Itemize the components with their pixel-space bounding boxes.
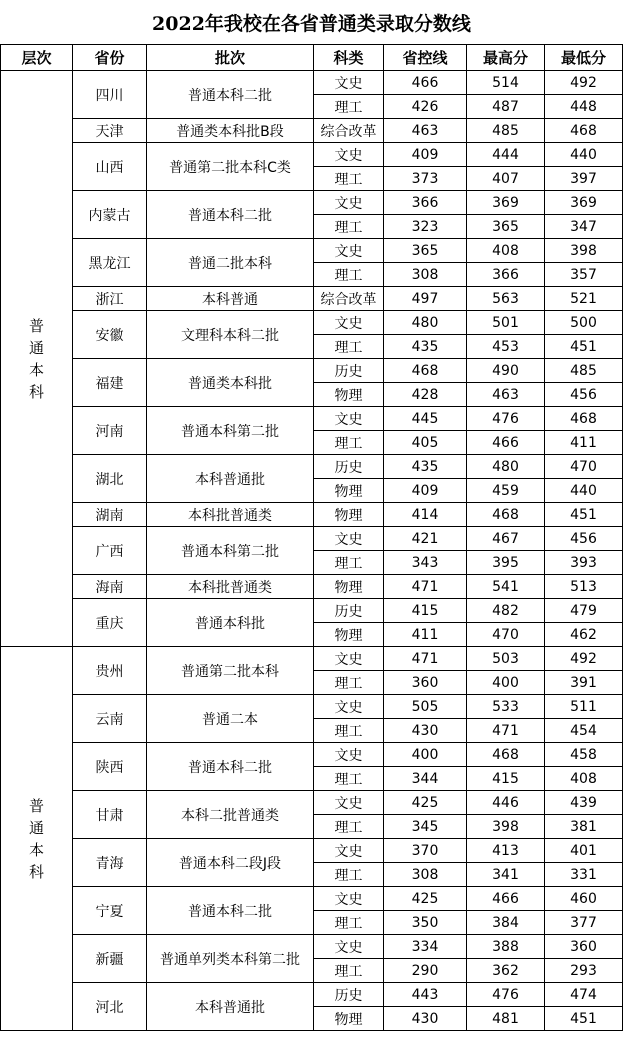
control-line-cell: 334 [384, 935, 467, 959]
control-line-cell: 480 [384, 311, 467, 335]
province-cell: 甘肃 [73, 791, 147, 839]
table-row [1, 983, 623, 1007]
batch-cell: 普通类本科批 [147, 359, 314, 407]
province-cell: 安徽 [73, 311, 147, 359]
min-score-cell: 479 [545, 599, 623, 623]
min-score-cell: 401 [545, 839, 623, 863]
control-line-cell: 425 [384, 791, 467, 815]
table-row [1, 119, 623, 143]
table-row [1, 887, 623, 911]
subject-cell: 理工 [314, 167, 384, 191]
control-line-cell: 343 [384, 551, 467, 575]
table-row [1, 287, 623, 311]
batch-cell: 本科普通批 [147, 983, 314, 1031]
max-score-cell: 471 [467, 719, 545, 743]
control-line-cell: 471 [384, 575, 467, 599]
control-line-cell: 365 [384, 239, 467, 263]
max-score-cell: 501 [467, 311, 545, 335]
subject-cell: 理工 [314, 911, 384, 935]
subject-cell: 历史 [314, 983, 384, 1007]
level-label: 普通本科 [29, 796, 45, 881]
subject-cell: 物理 [314, 479, 384, 503]
min-score-cell: 448 [545, 95, 623, 119]
min-score-cell: 398 [545, 239, 623, 263]
province-cell: 内蒙古 [73, 191, 147, 239]
control-line-cell: 430 [384, 1007, 467, 1031]
control-line-cell: 443 [384, 983, 467, 1007]
min-score-cell: 408 [545, 767, 623, 791]
table-row [1, 359, 623, 383]
subject-cell: 物理 [314, 383, 384, 407]
max-score-cell: 453 [467, 335, 545, 359]
level-label: 普通本科 [29, 316, 45, 401]
control-line-cell: 430 [384, 719, 467, 743]
min-score-cell: 377 [545, 911, 623, 935]
subject-cell: 理工 [314, 815, 384, 839]
min-score-cell: 451 [545, 1007, 623, 1031]
subject-cell: 文史 [314, 527, 384, 551]
control-line-cell: 409 [384, 479, 467, 503]
batch-cell: 普通二本 [147, 695, 314, 743]
table-row [1, 575, 623, 599]
batch-cell: 普通本科第二批 [147, 407, 314, 455]
control-line-cell: 421 [384, 527, 467, 551]
max-score-cell: 369 [467, 191, 545, 215]
min-score-cell: 492 [545, 647, 623, 671]
control-line-cell: 426 [384, 95, 467, 119]
min-score-cell: 456 [545, 527, 623, 551]
max-score-cell: 468 [467, 743, 545, 767]
max-score-cell: 470 [467, 623, 545, 647]
min-score-cell: 360 [545, 935, 623, 959]
max-score-cell: 533 [467, 695, 545, 719]
control-line-cell: 505 [384, 695, 467, 719]
header-max-score: 最高分 [467, 45, 545, 71]
subject-cell: 文史 [314, 839, 384, 863]
min-score-cell: 468 [545, 119, 623, 143]
subject-cell: 理工 [314, 863, 384, 887]
control-line-cell: 323 [384, 215, 467, 239]
control-line-cell: 350 [384, 911, 467, 935]
batch-cell: 本科普通 [147, 287, 314, 311]
table-row [1, 791, 623, 815]
max-score-cell: 398 [467, 815, 545, 839]
subject-cell: 文史 [314, 647, 384, 671]
max-score-cell: 413 [467, 839, 545, 863]
min-score-cell: 293 [545, 959, 623, 983]
min-score-cell: 331 [545, 863, 623, 887]
subject-cell: 文史 [314, 407, 384, 431]
subject-cell: 物理 [314, 623, 384, 647]
table-row [1, 599, 623, 623]
batch-cell: 本科二批普通类 [147, 791, 314, 839]
max-score-cell: 487 [467, 95, 545, 119]
min-score-cell: 458 [545, 743, 623, 767]
batch-cell: 普通类本科批B段 [147, 119, 314, 143]
control-line-cell: 360 [384, 671, 467, 695]
max-score-cell: 408 [467, 239, 545, 263]
control-line-cell: 435 [384, 335, 467, 359]
min-score-cell: 470 [545, 455, 623, 479]
header-row [1, 45, 623, 71]
table-row [1, 143, 623, 167]
subject-cell: 理工 [314, 215, 384, 239]
province-cell: 河南 [73, 407, 147, 455]
batch-cell: 普通本科二批 [147, 887, 314, 935]
province-cell: 山西 [73, 143, 147, 191]
max-score-cell: 362 [467, 959, 545, 983]
max-score-cell: 446 [467, 791, 545, 815]
max-score-cell: 466 [467, 887, 545, 911]
admission-score-table [0, 44, 623, 1031]
table-row [1, 311, 623, 335]
control-line-cell: 466 [384, 71, 467, 95]
subject-cell: 文史 [314, 311, 384, 335]
max-score-cell: 481 [467, 1007, 545, 1031]
subject-cell: 文史 [314, 191, 384, 215]
control-line-cell: 414 [384, 503, 467, 527]
subject-cell: 综合改革 [314, 119, 384, 143]
min-score-cell: 468 [545, 407, 623, 431]
subject-cell: 物理 [314, 1007, 384, 1031]
province-cell: 湖南 [73, 503, 147, 527]
control-line-cell: 370 [384, 839, 467, 863]
min-score-cell: 513 [545, 575, 623, 599]
batch-cell: 普通本科批 [147, 599, 314, 647]
header-province: 省份 [73, 45, 147, 71]
subject-cell: 理工 [314, 551, 384, 575]
table-title: 2022年我校在各省普通类录取分数线 [0, 0, 623, 45]
province-cell: 海南 [73, 575, 147, 599]
min-score-cell: 440 [545, 479, 623, 503]
max-score-cell: 415 [467, 767, 545, 791]
max-score-cell: 407 [467, 167, 545, 191]
control-line-cell: 290 [384, 959, 467, 983]
batch-cell: 普通第二批本科C类 [147, 143, 314, 191]
control-line-cell: 400 [384, 743, 467, 767]
table-row [1, 743, 623, 767]
max-score-cell: 485 [467, 119, 545, 143]
subject-cell: 文史 [314, 743, 384, 767]
batch-cell: 普通第二批本科 [147, 647, 314, 695]
min-score-cell: 391 [545, 671, 623, 695]
subject-cell: 文史 [314, 143, 384, 167]
subject-cell: 文史 [314, 935, 384, 959]
control-line-cell: 373 [384, 167, 467, 191]
min-score-cell: 500 [545, 311, 623, 335]
table-row [1, 191, 623, 215]
level-cell [1, 647, 73, 1031]
subject-cell: 文史 [314, 695, 384, 719]
max-score-cell: 503 [467, 647, 545, 671]
province-cell: 四川 [73, 71, 147, 119]
max-score-cell: 482 [467, 599, 545, 623]
table-row [1, 503, 623, 527]
header-min-score: 最低分 [545, 45, 623, 71]
min-score-cell: 474 [545, 983, 623, 1007]
control-line-cell: 471 [384, 647, 467, 671]
max-score-cell: 341 [467, 863, 545, 887]
batch-cell: 本科批普通类 [147, 575, 314, 599]
subject-cell: 历史 [314, 599, 384, 623]
province-cell: 天津 [73, 119, 147, 143]
control-line-cell: 405 [384, 431, 467, 455]
min-score-cell: 492 [545, 71, 623, 95]
max-score-cell: 476 [467, 983, 545, 1007]
table-body [1, 71, 623, 1031]
province-cell: 浙江 [73, 287, 147, 311]
subject-cell: 理工 [314, 431, 384, 455]
control-line-cell: 497 [384, 287, 467, 311]
min-score-cell: 381 [545, 815, 623, 839]
batch-cell: 普通本科第二批 [147, 527, 314, 575]
batch-cell: 本科普通批 [147, 455, 314, 503]
max-score-cell: 459 [467, 479, 545, 503]
batch-cell: 本科批普通类 [147, 503, 314, 527]
control-line-cell: 415 [384, 599, 467, 623]
subject-cell: 物理 [314, 575, 384, 599]
province-cell: 云南 [73, 695, 147, 743]
subject-cell: 理工 [314, 95, 384, 119]
subject-cell: 物理 [314, 503, 384, 527]
control-line-cell: 409 [384, 143, 467, 167]
min-score-cell: 460 [545, 887, 623, 911]
table-row [1, 647, 623, 671]
subject-cell: 历史 [314, 455, 384, 479]
max-score-cell: 366 [467, 263, 545, 287]
province-cell: 福建 [73, 359, 147, 407]
control-line-cell: 411 [384, 623, 467, 647]
province-cell: 黑龙江 [73, 239, 147, 287]
subject-cell: 理工 [314, 671, 384, 695]
max-score-cell: 395 [467, 551, 545, 575]
min-score-cell: 439 [545, 791, 623, 815]
control-line-cell: 345 [384, 815, 467, 839]
control-line-cell: 468 [384, 359, 467, 383]
province-cell: 重庆 [73, 599, 147, 647]
max-score-cell: 365 [467, 215, 545, 239]
min-score-cell: 397 [545, 167, 623, 191]
province-cell: 湖北 [73, 455, 147, 503]
batch-cell: 普通二批本科 [147, 239, 314, 287]
province-cell: 河北 [73, 983, 147, 1031]
table-row [1, 455, 623, 479]
table-row [1, 239, 623, 263]
batch-cell: 普通本科二批 [147, 71, 314, 119]
max-score-cell: 514 [467, 71, 545, 95]
table-row [1, 935, 623, 959]
min-score-cell: 347 [545, 215, 623, 239]
min-score-cell: 440 [545, 143, 623, 167]
max-score-cell: 444 [467, 143, 545, 167]
subject-cell: 理工 [314, 263, 384, 287]
min-score-cell: 485 [545, 359, 623, 383]
subject-cell: 历史 [314, 359, 384, 383]
min-score-cell: 451 [545, 335, 623, 359]
subject-cell: 文史 [314, 239, 384, 263]
subject-cell: 理工 [314, 767, 384, 791]
max-score-cell: 384 [467, 911, 545, 935]
province-cell: 宁夏 [73, 887, 147, 935]
header-batch: 批次 [147, 45, 314, 71]
level-cell [1, 71, 73, 647]
province-cell: 新疆 [73, 935, 147, 983]
province-cell: 广西 [73, 527, 147, 575]
min-score-cell: 521 [545, 287, 623, 311]
max-score-cell: 476 [467, 407, 545, 431]
header-control-line: 省控线 [384, 45, 467, 71]
min-score-cell: 393 [545, 551, 623, 575]
min-score-cell: 357 [545, 263, 623, 287]
batch-cell: 普通本科二批 [147, 191, 314, 239]
subject-cell: 理工 [314, 959, 384, 983]
table-row [1, 527, 623, 551]
min-score-cell: 456 [545, 383, 623, 407]
min-score-cell: 454 [545, 719, 623, 743]
table-row [1, 407, 623, 431]
min-score-cell: 462 [545, 623, 623, 647]
batch-cell: 普通单列类本科第二批 [147, 935, 314, 983]
subject-cell: 文史 [314, 887, 384, 911]
subject-cell: 文史 [314, 71, 384, 95]
control-line-cell: 463 [384, 119, 467, 143]
control-line-cell: 428 [384, 383, 467, 407]
batch-cell: 文理科本科二批 [147, 311, 314, 359]
batch-cell: 普通本科二段J段 [147, 839, 314, 887]
max-score-cell: 490 [467, 359, 545, 383]
province-cell: 陕西 [73, 743, 147, 791]
control-line-cell: 445 [384, 407, 467, 431]
subject-cell: 理工 [314, 719, 384, 743]
control-line-cell: 425 [384, 887, 467, 911]
max-score-cell: 467 [467, 527, 545, 551]
max-score-cell: 400 [467, 671, 545, 695]
province-cell: 贵州 [73, 647, 147, 695]
max-score-cell: 563 [467, 287, 545, 311]
table-row [1, 839, 623, 863]
control-line-cell: 435 [384, 455, 467, 479]
control-line-cell: 308 [384, 263, 467, 287]
max-score-cell: 466 [467, 431, 545, 455]
max-score-cell: 480 [467, 455, 545, 479]
min-score-cell: 369 [545, 191, 623, 215]
table-row [1, 695, 623, 719]
control-line-cell: 344 [384, 767, 467, 791]
batch-cell: 普通本科二批 [147, 743, 314, 791]
max-score-cell: 541 [467, 575, 545, 599]
subject-cell: 综合改革 [314, 287, 384, 311]
min-score-cell: 411 [545, 431, 623, 455]
max-score-cell: 388 [467, 935, 545, 959]
table-row [1, 71, 623, 95]
control-line-cell: 366 [384, 191, 467, 215]
control-line-cell: 308 [384, 863, 467, 887]
province-cell: 青海 [73, 839, 147, 887]
min-score-cell: 511 [545, 695, 623, 719]
min-score-cell: 451 [545, 503, 623, 527]
max-score-cell: 463 [467, 383, 545, 407]
header-level: 层次 [1, 45, 73, 71]
max-score-cell: 468 [467, 503, 545, 527]
subject-cell: 理工 [314, 335, 384, 359]
header-subject: 科类 [314, 45, 384, 71]
subject-cell: 文史 [314, 791, 384, 815]
